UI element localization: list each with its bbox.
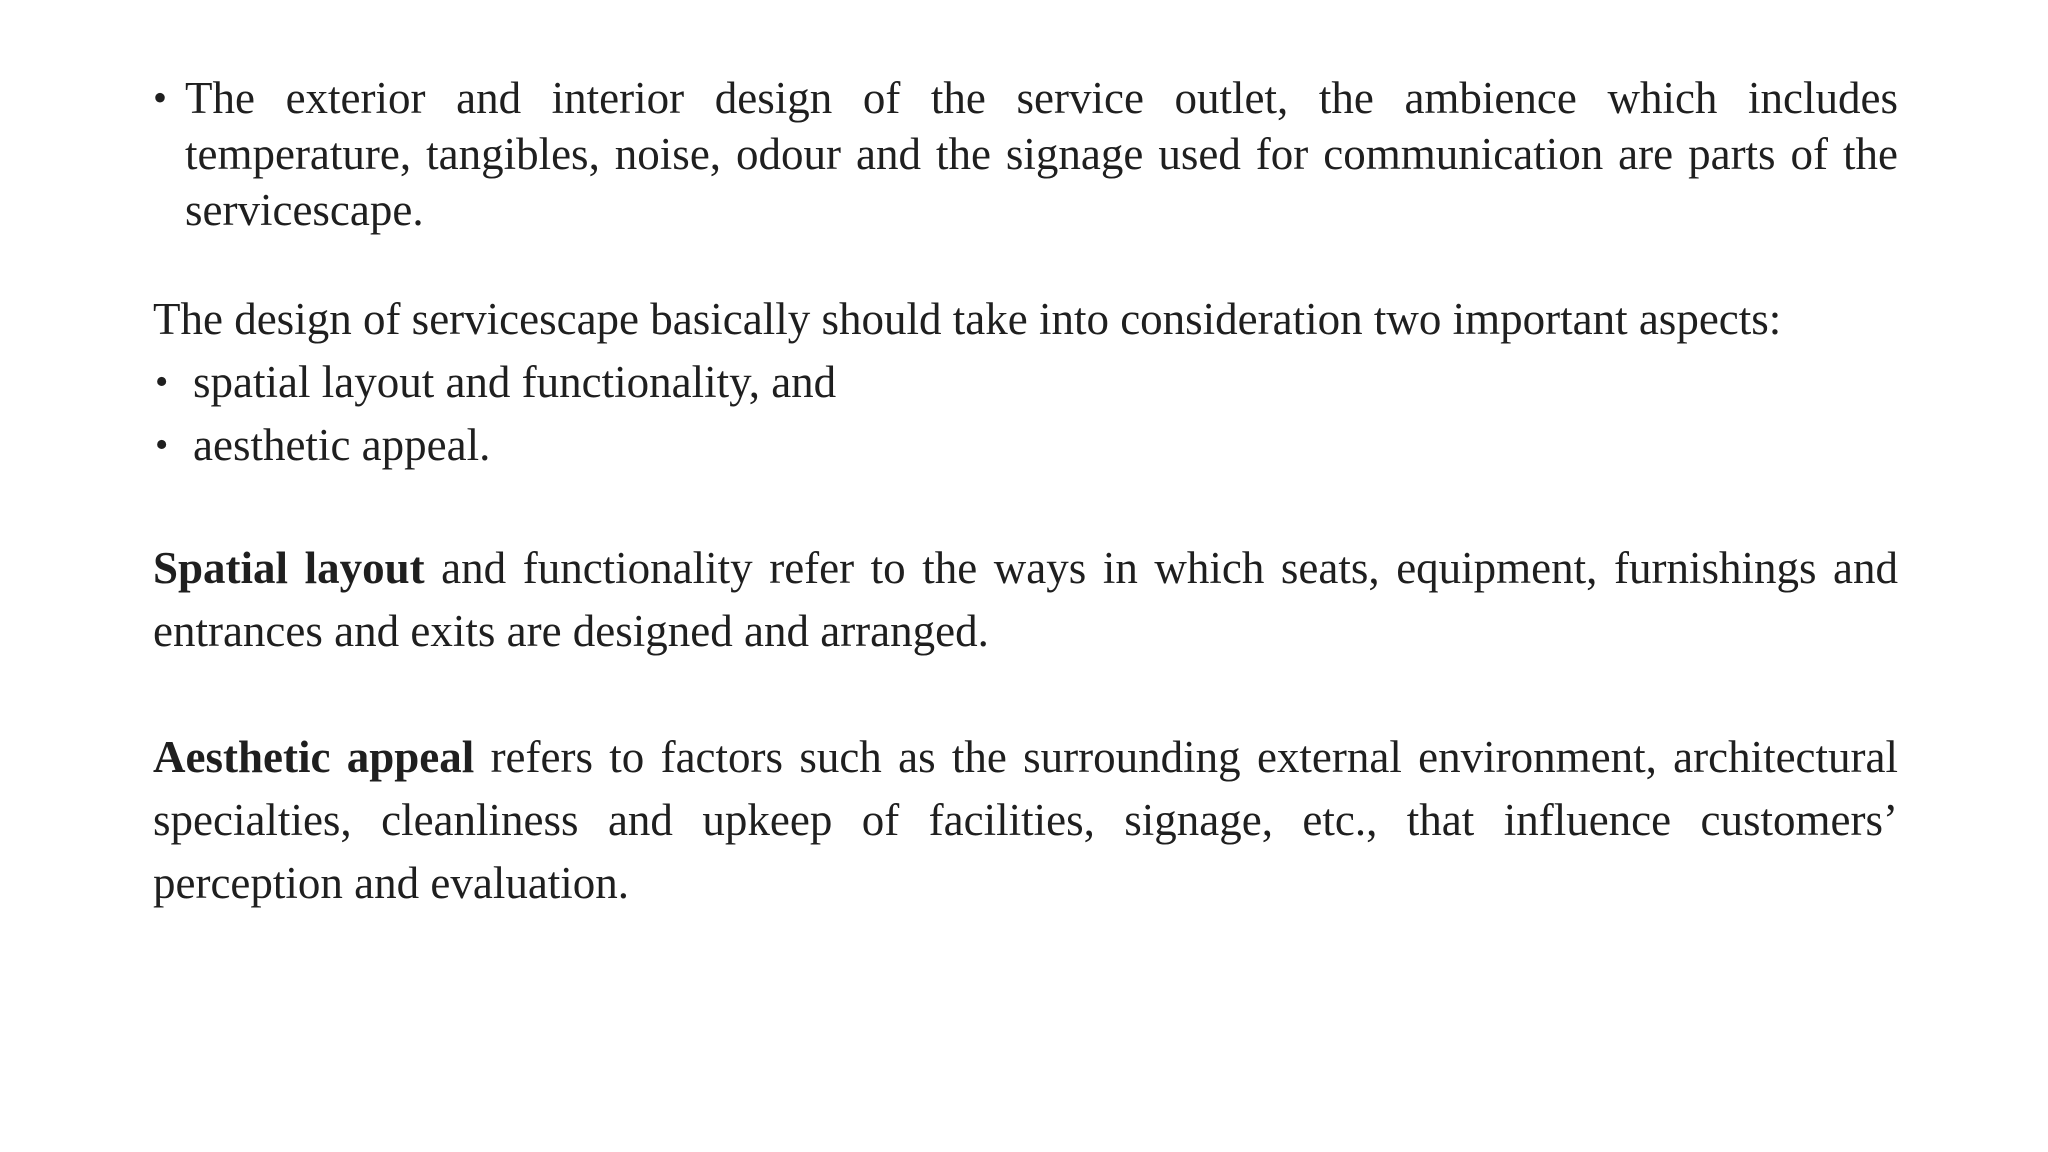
aesthetic-appeal-term: Aesthetic appeal <box>153 732 475 782</box>
aspect-label-spatial: spatial layout and functionality, and <box>193 357 837 407</box>
aesthetic-appeal-text: refers to factors such as the surrounding external environment, architectural specialties, cleanliness and upkeep of facilities, signage, etc., that influence customers’ perception and evaluation. <box>153 732 1898 908</box>
spatial-layout-text: and functionality refer to the ways in which seats, equipment, furnishings and entrances and exits are designed and arranged. <box>153 543 1899 656</box>
aspect-label-aesthetic: aesthetic appeal. <box>193 420 491 470</box>
spatial-layout-term: Spatial layout <box>153 543 425 593</box>
servicescape-definition-text: The exterior and interior design of the service outlet, the ambience which includes temperature, tangibles, noise, odour and the signage used for communication are parts of the servicescape. <box>185 73 1898 235</box>
bullet-marker: • <box>155 361 169 403</box>
bullet-marker: • <box>155 424 169 466</box>
spatial-layout-paragraph <box>153 537 1898 663</box>
bullet-marker: • <box>153 75 168 120</box>
list-item <box>153 351 1898 414</box>
design-intro-paragraph: The design of servicescape basically should take into consideration two important aspects: <box>153 294 1782 344</box>
servicescape-definition-bullet <box>153 70 1898 238</box>
list-item <box>153 414 1898 477</box>
aspects-list <box>153 351 1898 477</box>
aesthetic-appeal-paragraph <box>153 726 1898 915</box>
